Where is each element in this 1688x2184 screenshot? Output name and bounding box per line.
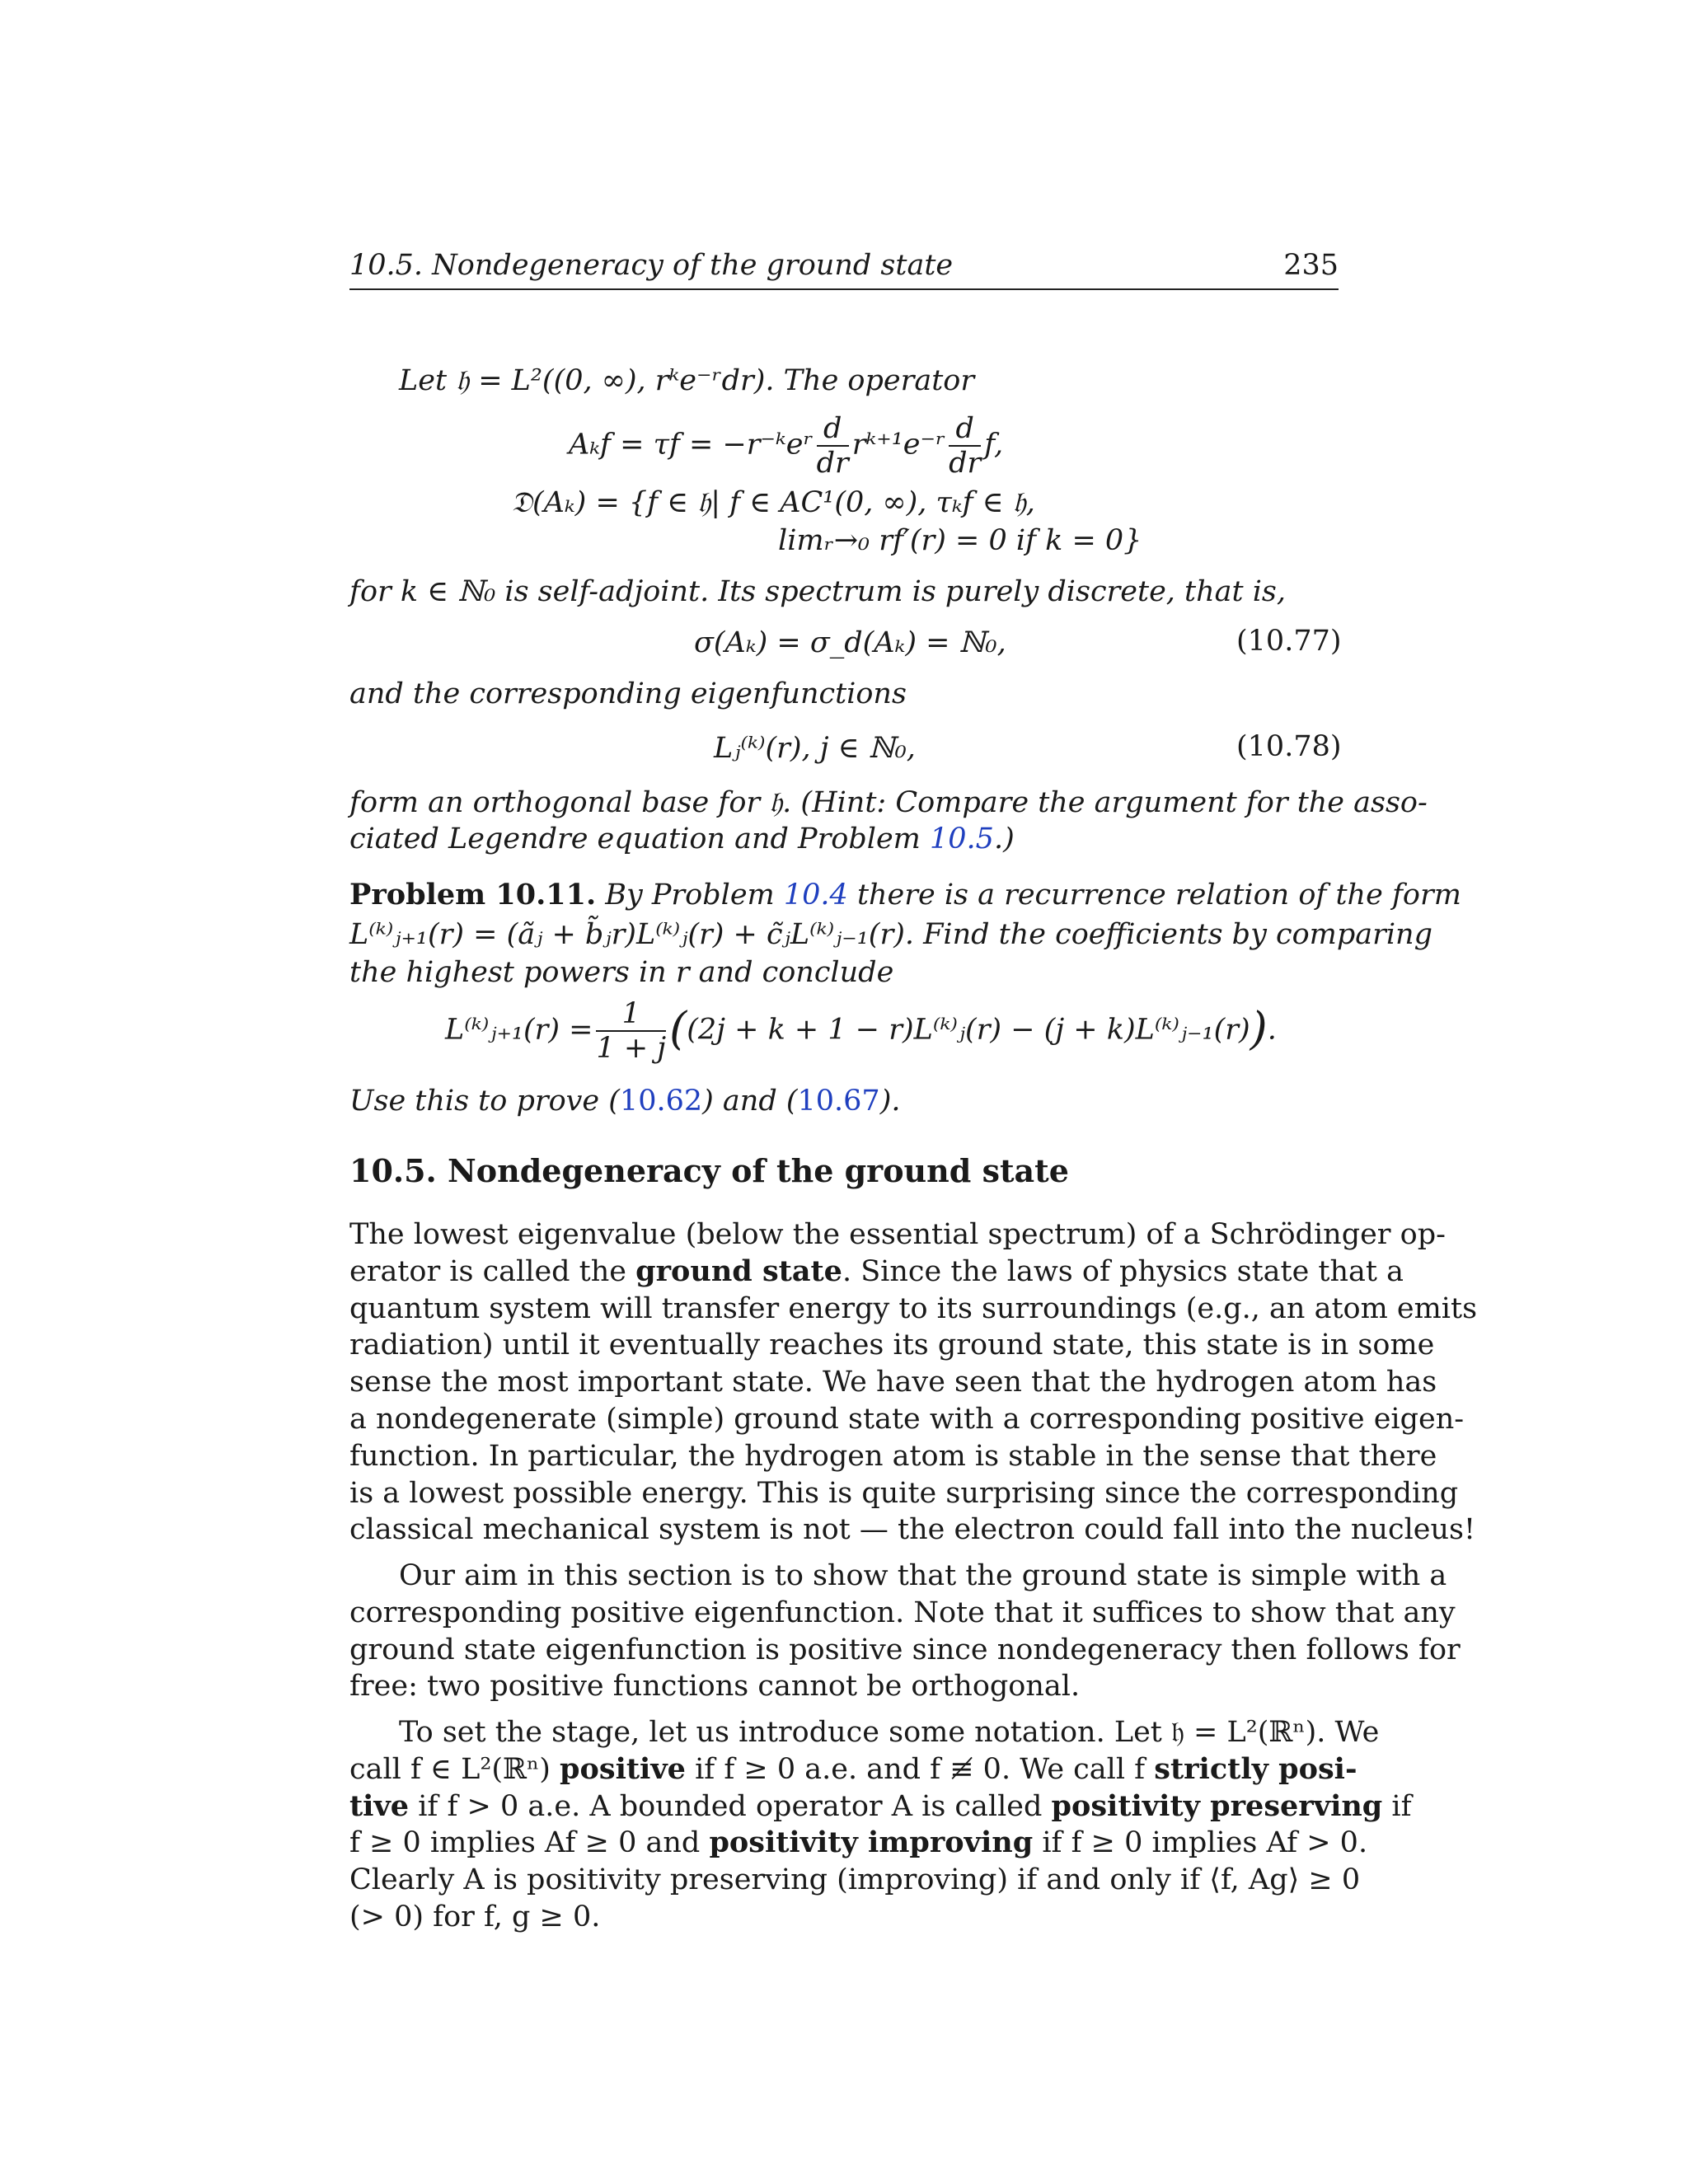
equation-10-77: σ(Aₖ) = σ_d(Aₖ) = ℕ₀, [694, 626, 1006, 659]
body-text: . Since the laws of physics state that a [842, 1254, 1404, 1288]
body-text: radiation) until it eventually reaches its ground state, this state is in some [349, 1329, 1435, 1362]
bold-term: tive [349, 1788, 410, 1823]
body-line [349, 1475, 1459, 1511]
use-text-a: Use this to prove ( [349, 1085, 620, 1118]
bold-term: positive [560, 1751, 686, 1786]
body-text: if f ≥ 0 implies Af > 0. [1033, 1826, 1368, 1860]
body-line [349, 1899, 1339, 1935]
equation-10-78: Lⱼ⁽ᵏ⁾(r), j ∈ ℕ₀, [714, 732, 916, 765]
equation-number-10-78: (10.78) [1236, 730, 1342, 763]
operator-eq-lhs: Aₖf = τf = −r⁻ᵏeʳ [569, 428, 814, 462]
body-text: erator is called the [349, 1254, 636, 1288]
ref-problem-10-5[interactable]: 10.5 [930, 823, 994, 855]
body-text: sense the most important state. We have seen that the hydrogen atom has [349, 1366, 1437, 1399]
ref-problem-10-4[interactable]: 10.4 [783, 879, 848, 912]
body-text: a nondegenerate (simple) ground state with a corresponding positive eigen- [349, 1403, 1465, 1436]
bold-term: positivity improving [709, 1825, 1034, 1860]
bold-term: positivity preserving [1051, 1788, 1383, 1823]
body-line [349, 1714, 1380, 1750]
body-line [349, 1327, 1435, 1363]
body-text: if f ≥ 0 a.e. and f ≢ 0. We call f [685, 1752, 1155, 1786]
frac-den-2: dr [949, 447, 982, 480]
recurrence-end: . [1267, 1013, 1277, 1047]
base-line-1: form an orthogonal base for 𝔥. (Hint: Compare the argument for the asso- [349, 786, 1428, 819]
frac-num: d [817, 412, 849, 447]
body-text: To set the stage, let us introduce some notation. Let 𝔥 = L²(ℝⁿ). We [399, 1716, 1380, 1749]
body-line [349, 1511, 1476, 1548]
running-header-title: 10.5. Nondegeneracy of the ground state [349, 249, 954, 282]
bold-term: ground state [635, 1254, 842, 1288]
domain-line-1: 𝔇(Aₖ) = {f ∈ 𝔥| f ∈ AC¹(0, ∞), τₖf ∈ 𝔥, [511, 486, 1035, 519]
body-text: call f ∈ L²(ℝⁿ) [349, 1752, 560, 1786]
body-text: function. In particular, the hydrogen atom is stable in the sense that there [349, 1439, 1437, 1473]
body-text: The lowest eigenvalue (below the essential spectrum) of a Schrödinger op- [349, 1218, 1446, 1251]
frac-num-2: d [949, 412, 981, 447]
body-line [349, 1401, 1465, 1437]
body-text: is a lowest possible energy. This is quite surprising since the corresponding [349, 1476, 1459, 1510]
ref-equation-10-67[interactable]: 10.67 [797, 1085, 880, 1118]
body-line [349, 1364, 1437, 1400]
problem-10-11-line-2: L⁽ᵏ⁾ⱼ₊₁(r) = (ãⱼ + b̃ⱼr)L⁽ᵏ⁾ⱼ(r) + c̃ⱼL⁽ᵏ⁾ⱼ₋₁(r). Find the coefficients by comparing [349, 918, 1432, 951]
body-text: if [1382, 1789, 1412, 1823]
body-line [349, 1254, 1404, 1290]
selfadjoint-statement: for k ∈ ℕ₀ is self-adjoint. Its spectrum is purely discrete, that is, [349, 575, 1286, 608]
body-text: quantum system will transfer energy to its surroundings (e.g., an atom emits [349, 1291, 1478, 1325]
left-paren: ( [669, 1002, 687, 1055]
domain-line-2: limᵣ→₀ rf′(r) = 0 if k = 0} [778, 524, 1142, 557]
body-line [349, 1558, 1447, 1594]
problem-10-11-line-1 [349, 877, 1461, 913]
base-line-2-text: ciated Legendre equation and Problem [349, 823, 930, 855]
recurrence-fraction [596, 997, 666, 1065]
body-text: Clearly A is positivity preserving (improving) if and only if ⟨f, Ag⟩ ≥ 0 [349, 1863, 1361, 1897]
problem-text-a: By Problem [596, 879, 784, 912]
recurrence-rhs: (2j + k + 1 − r)L⁽ᵏ⁾ⱼ(r) − (j + k)L⁽ᵏ⁾ⱼ₋₁(r) [687, 1013, 1250, 1047]
body-line [349, 1668, 1339, 1704]
derivative-fraction [817, 412, 849, 480]
use-text-c: ). [879, 1085, 901, 1118]
body-text: (> 0) for f, g ≥ 0. [349, 1900, 601, 1933]
problem-intro: Let 𝔥 = L²((0, ∞), rᵏe⁻ʳdr). The operator [399, 364, 975, 397]
base-line-2 [349, 821, 1015, 857]
recurrence-equation [445, 997, 1277, 1065]
operator-eq-end: f, [984, 428, 1004, 462]
section-heading: 10.5. Nondegeneracy of the ground state [349, 1152, 1069, 1189]
problem-text-b: there is a recurrence relation of the form [847, 879, 1461, 912]
body-line [349, 1595, 1456, 1631]
body-text: Our aim in this section is to show that the ground state is simple with a [399, 1559, 1447, 1592]
body-line [349, 1788, 1412, 1825]
body-text: corresponding positive eigenfunction. Note that it suffices to show that any [349, 1596, 1456, 1629]
recurrence-frac-num: 1 [596, 997, 666, 1032]
body-text: if f > 0 a.e. A bounded operator A is called [409, 1789, 1052, 1823]
equation-number-10-77: (10.77) [1236, 625, 1342, 658]
frac-den: dr [816, 447, 849, 480]
body-text: classical mechanical system is not — the electron could fall into the nucleus! [349, 1513, 1476, 1547]
body-line [349, 1291, 1478, 1327]
body-text: ground state eigenfunction is positive since nondegeneracy then follows for [349, 1633, 1461, 1666]
right-paren: ) [1250, 1002, 1268, 1055]
recurrence-frac-den: 1 + j [596, 1032, 667, 1065]
page-number: 235 [1283, 249, 1339, 282]
body-line [349, 1438, 1437, 1474]
operator-eq-mid: rᵏ⁺¹e⁻ʳ [851, 428, 946, 462]
use-text-b: ) and ( [702, 1085, 798, 1118]
body-text: f ≥ 0 implies Af ≥ 0 and [349, 1826, 710, 1860]
use-this-line [349, 1083, 900, 1119]
base-line-2-end: .) [993, 823, 1015, 855]
body-line [349, 1825, 1368, 1861]
derivative-fraction-2 [949, 412, 981, 480]
body-line [349, 1862, 1361, 1898]
operator-equation [569, 412, 1003, 480]
body-line [349, 1216, 1446, 1253]
recurrence-lhs: L⁽ᵏ⁾ⱼ₊₁(r) = [445, 1013, 593, 1047]
body-text: free: two positive functions cannot be orthogonal. [349, 1670, 1081, 1704]
bold-term: strictly posi- [1154, 1751, 1357, 1786]
running-header [349, 247, 1339, 290]
body-line [349, 1751, 1357, 1788]
body-line [349, 1632, 1461, 1668]
problem-10-11-line-3: the highest powers in r and conclude [349, 956, 894, 989]
problem-label: Problem 10.11. [349, 878, 597, 912]
ref-equation-10-62[interactable]: 10.62 [619, 1085, 703, 1118]
eigenfunctions-intro: and the corresponding eigenfunctions [349, 677, 907, 710]
